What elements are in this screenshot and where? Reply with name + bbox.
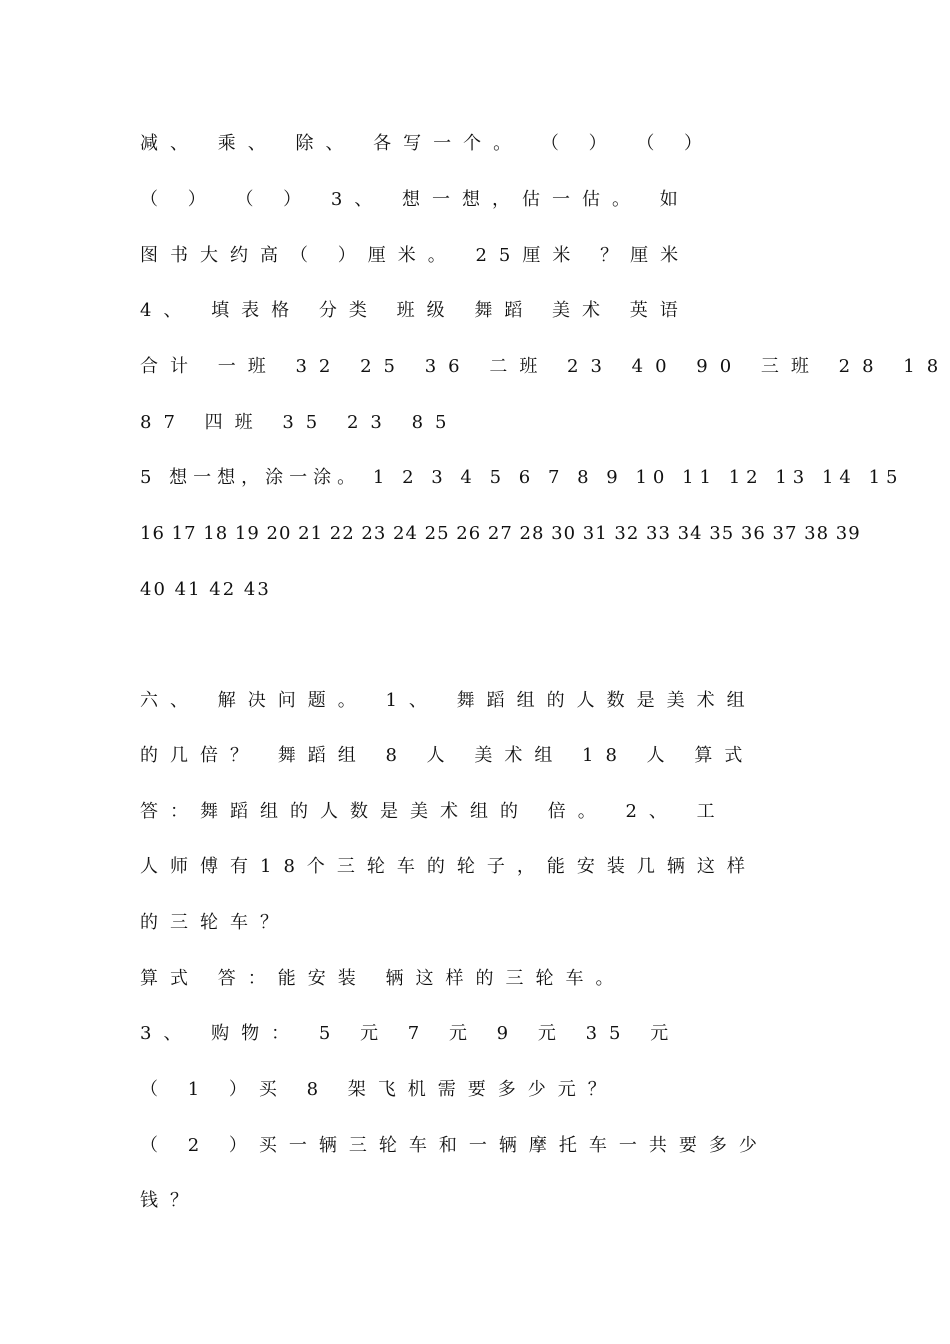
text-line-9: 40 41 42 43 <box>140 579 271 600</box>
text-line-16: 3、 购物： 5 元 7 元 9 元 35 元 <box>140 1023 681 1044</box>
text-line-14: 的三轮车？ <box>140 912 290 933</box>
text-line-7: 5 想一想，涂一涂。 1 2 3 4 5 6 7 8 9 10 11 12 13 14 15 <box>140 467 904 488</box>
text-line-1: 减、 乘、 除、 各写一个。 （ ） （ ） <box>140 133 715 154</box>
text-line-19: 钱？ <box>140 1190 200 1211</box>
text-line-15: 算式 答：能安装 辆这样的三轮车。 <box>140 968 626 989</box>
text-line-2: （ ） （ ） 3、 想一想，估一估。 如 <box>140 189 690 210</box>
text-line-8: 16 17 18 19 20 21 22 23 24 25 26 27 28 30 31 32 33 34 35 36 37 38 39 <box>140 523 861 544</box>
text-line-13: 人师傅有18个三轮车的轮子，能安装几辆这样 <box>140 856 757 877</box>
text-line-10: 六、 解决问题。 1、 舞蹈组的人数是美术组 <box>140 690 757 711</box>
text-line-17: （ 1 ）买 8 架飞机需要多少元？ <box>140 1079 618 1100</box>
text-line-4: 4、 填表格 分类 班级 舞蹈 美术 英语 <box>140 300 690 321</box>
text-line-12: 答：舞蹈组的人数是美术组的 倍。 2、 工 <box>140 801 727 822</box>
text-line-6: 87 四班 35 23 85 <box>140 412 459 433</box>
text-line-11: 的几倍？ 舞蹈组 8 人 美术组 18 人 算式 <box>140 745 755 766</box>
text-line-3: 图书大约高（ ）厘米。 25厘米 ？厘米 <box>140 245 691 266</box>
text-line-18: （ 2 ）买一辆三轮车和一辆摩托车一共要多少 <box>140 1135 769 1156</box>
text-line-5: 合计 一班 32 25 36 二班 23 40 90 三班 28 18 <box>140 356 950 377</box>
